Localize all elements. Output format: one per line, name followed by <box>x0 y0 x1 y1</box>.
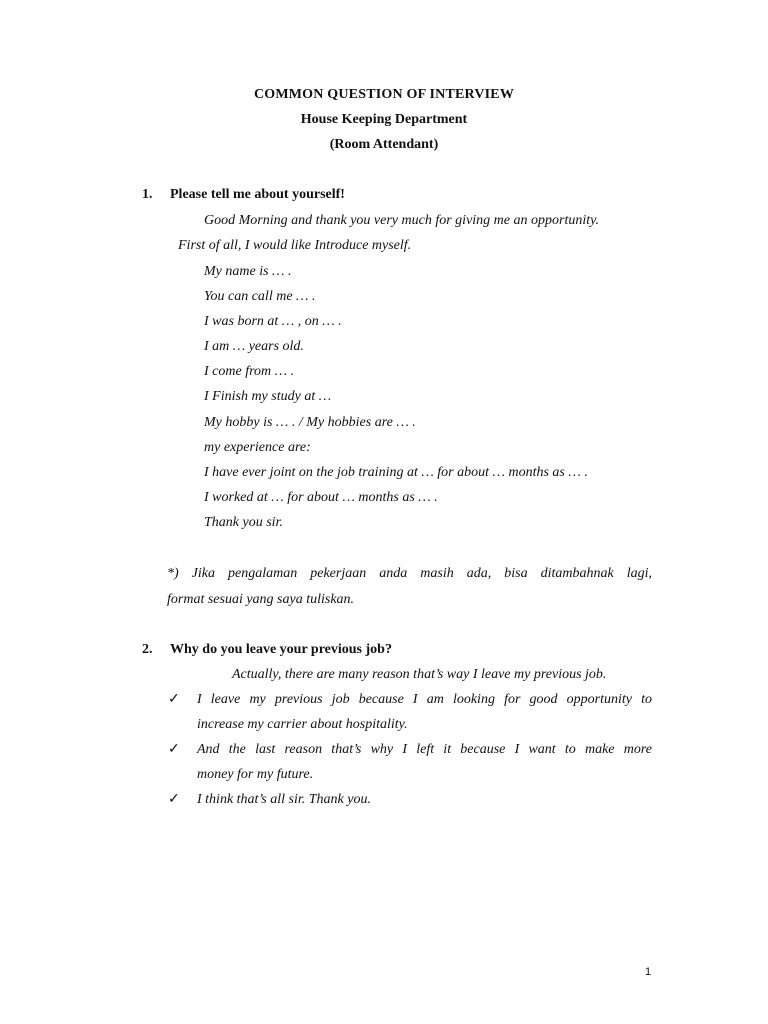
check-icon: ✓ <box>168 742 180 757</box>
department-subtitle: House Keeping Department <box>300 112 468 127</box>
q1-answer-line: You can call me … . <box>204 289 316 304</box>
q1-note-line: *) Jika pengalaman pekerjaan anda masih ada, bisa ditambahnak lagi, <box>167 566 652 581</box>
q1-answer-line: my experience are: <box>204 440 311 455</box>
check-icon: ✓ <box>168 692 180 707</box>
q1-answer-line: I have ever joint on the job training at … for about … months as … . <box>204 465 588 480</box>
q1-answer-line: I come from … . <box>204 364 295 379</box>
check-icon: ✓ <box>168 792 180 807</box>
page-number: 1 <box>645 966 652 978</box>
question-2-number: 2. <box>142 642 153 657</box>
q1-opening-line: Good Morning and thank you very much for giving me an opportunity. <box>204 213 600 228</box>
document-title: COMMON QUESTION OF INTERVIEW <box>253 87 515 102</box>
q1-answer-line: I Finish my study at … <box>204 389 332 404</box>
q1-intro-line: First of all, I would like Introduce myself. <box>178 238 412 253</box>
q1-answer-line: I was born at … , on … . <box>204 314 342 329</box>
q1-answer-line: My hobby is … . / My hobbies are … . <box>204 415 416 430</box>
q2-reason-line: I think that’s all sir. Thank you. <box>197 792 371 807</box>
q1-note-line: format sesuai yang saya tuliskan. <box>167 592 355 607</box>
q1-answer-line: My name is … . <box>204 264 292 279</box>
question-1-text: Please tell me about yourself! <box>170 187 345 202</box>
q1-answer-line: Thank you sir. <box>204 515 283 530</box>
q2-reason-line: increase my carrier about hospitality. <box>197 717 408 732</box>
q1-answer-line: I am … years old. <box>204 339 304 354</box>
q2-opening-line: Actually, there are many reason that’s way I leave my previous job. <box>232 667 607 682</box>
q2-reason-line: And the last reason that’s why I left it because I want to make more <box>197 742 652 757</box>
q2-reason-line: I leave my previous job because I am looking for good opportunity to <box>197 692 652 707</box>
question-2-text: Why do you leave your previous job? <box>170 642 392 657</box>
q1-answer-line: I worked at … for about … months as … . <box>204 490 438 505</box>
q2-reason-line: money for my future. <box>197 767 314 782</box>
position-subtitle: (Room Attendant) <box>329 137 439 152</box>
question-1-number: 1. <box>142 187 153 202</box>
